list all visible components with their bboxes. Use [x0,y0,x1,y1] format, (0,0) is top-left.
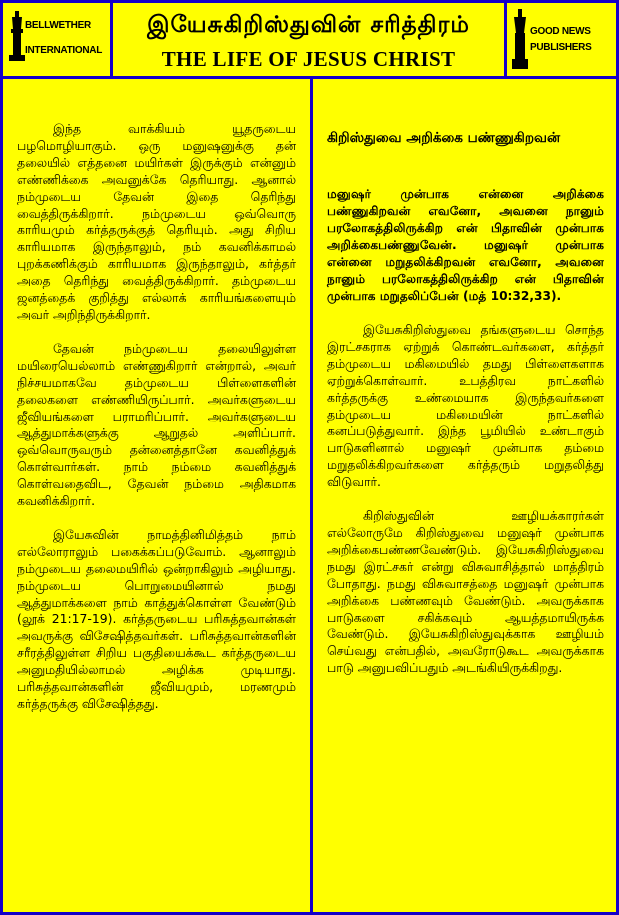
good-news-logo-line1: GOOD NEWS [530,26,591,37]
building-icon [512,9,528,69]
right-column [313,79,616,912]
bellwether-logo-line2: INTERNATIONAL [25,45,103,56]
bell-tower-icon [9,11,25,61]
left-paragraph-1: இந்த வாக்கியம் யூதருடைய பழமொழியாகும். ஒரு மனுஷனுக்கு தன் தலையில் எத்தனை மயிர்கள் இருக்கும் என்னும் எண்ணிக்கை அவனுக்கே தெரியாது. ஆனால் நம்முடைய தேவன் இதை தெரிந்து வைத்திருக்கிறார். நம்முடைய ஒவ்வொரு காரியமும் கர்த்தருக்குத் தெரியும். அது சிறிய காரியமாக இருந்தாலும், நம் கவனிக்காமல் புறக்கணிக்கும் காரியமாக இருந்தாலும், கர்த்தர் அதை தெரிந்து வைத்திருக்கிறார். தம்முடைய ஜனத்தைக் குறித்து எல்லாக் காரியங்களையும் அவர் அறிந்திருக்கிறார். [17,121,296,322]
page-title-english: THE LIFE OF JESUS CHRIST [161,47,456,71]
bellwether-logo-line1: BELLWETHER [25,20,91,31]
scripture-verse: மனுஷர் முன்பாக என்னை அறிக்கை பண்ணுகிறவன் எவனோ, அவனை நானும் பரலோகத்திலிருக்கிற என் பிதாவின் முன்பாக அறிக்கைபண்ணுவேன். மனுஷர் முன்பாக என்னை மறுதலிக்கிறவன் எவனோ, அவனை நானும் பரலோகத்திலிருக்கிற என் பிதாவின் முன்பாக மறுதலிப்பேன் (மத் 10:32,33). [327,187,604,303]
right-paragraph-1: இயேசுகிறிஸ்துவை தங்களுடைய சொந்த இரட்சகராக ஏற்றுக் கொண்டவர்களை, கர்த்தர் தம்முடைய மகிமையில் தமது பிள்ளைகளாக ஏற்றுக்கொள்வார். உபத்திரவ நாட்களில் கர்த்தருக்கு உண்மையாக இருந்தவர்களை தம்முடைய மகிமையின் நாட்களில் கனப்படுத்துவார். இந்த பூமியில் உண்டாகும் பாடுகளினால் மனுஷர் முன்பாக தம்மை மறுதலிக்கிறவர்களை கர்த்தரும் மறுதலித்து விடுவார். [327,322,604,490]
left-column [3,79,310,912]
good-news-logo-line2: PUBLISHERS [530,42,592,53]
right-paragraph-2: கிறிஸ்துவின் ஊழியக்காரர்கள் எல்லோருமே கிறிஸ்துவை மனுஷர் முன்பாக அறிக்கைபண்ணவேண்டும். இயேசுகிறிஸ்துவை நமது இரட்சகர் என்று விசுவாசித்தால் மாத்திரம் போதாது. நமது விசுவாசத்தை மனுஷர் முன்பாக அறிக்கை பண்ணவும் வேண்டும். அவருக்காக பாடுகளை சகிக்கவும் ஆயத்தமாயிருக்க வேண்டும். இயேசுகிறிஸ்துவுக்காக ஊழியம் செய்வது என்பதில், அவரோடுகூட அவருக்காக பாடு அனுபவிப்பதும் அடங்கியிருக்கிறது. [327,508,604,676]
left-paragraph-3: இயேசுவின் நாமத்தினிமித்தம் நாம் எல்லோராலும் பகைக்கப்படுவோம். ஆனாலும் நம்முடைய தலைமயிரில் ஒன்றாகிலும் அழியாது. நம்முடைய பொறுமையினால் நமது ஆத்துமாக்களை நாம் காத்துக்கொள்ள வேண்டும் (லூக் 21:17-19). கர்த்தருடைய பரிசுத்தவான்கள் அவருக்கு விசேஷித்தவர்கள். பரிசுத்தவான்களின் சரீரத்திலுள்ள சிறிய பகுதியைக்கூட கர்த்தருடைய அனுமதியில்லாமல் அழிக்க முடியாது. பரிசுத்தவான்களின் ஜீவியமும், மரணமும் கர்த்தருக்கு விசேஷித்தது. [17,526,296,711]
good-news-logo [507,3,616,76]
page-title-tamil: இயேசுகிறிஸ்துவின் சரித்திரம் [147,12,470,38]
left-paragraph-2: தேவன் நம்முடைய தலையிலுள்ள மயிரையெல்லாம் எண்ணுகிறார் என்றால், அவர் நிச்சயமாகவே தம்முடைய பிள்ளைகளின் தலைகளை எண்ணியிருப்பார். அவர்களுடைய ஜீவியங்களை பராமரிப்பார். அவர்களுடைய ஆத்துமாக்களுக்கு ஆறுதல் அளிப்பார். ஒவ்வொருவரும் தன்னைத்தானே கவனித்துக் கொள்வார்கள். நாம் நம்மை கவனித்துக் கொள்வதைவிட, தேவன் நம்மை அதிகமாக கவனிக்கிறார். [17,340,296,509]
section-heading: கிறிஸ்துவை அறிக்கை பண்ணுகிறவன் [327,130,561,146]
bellwether-logo [3,3,110,76]
page-header [113,3,504,76]
